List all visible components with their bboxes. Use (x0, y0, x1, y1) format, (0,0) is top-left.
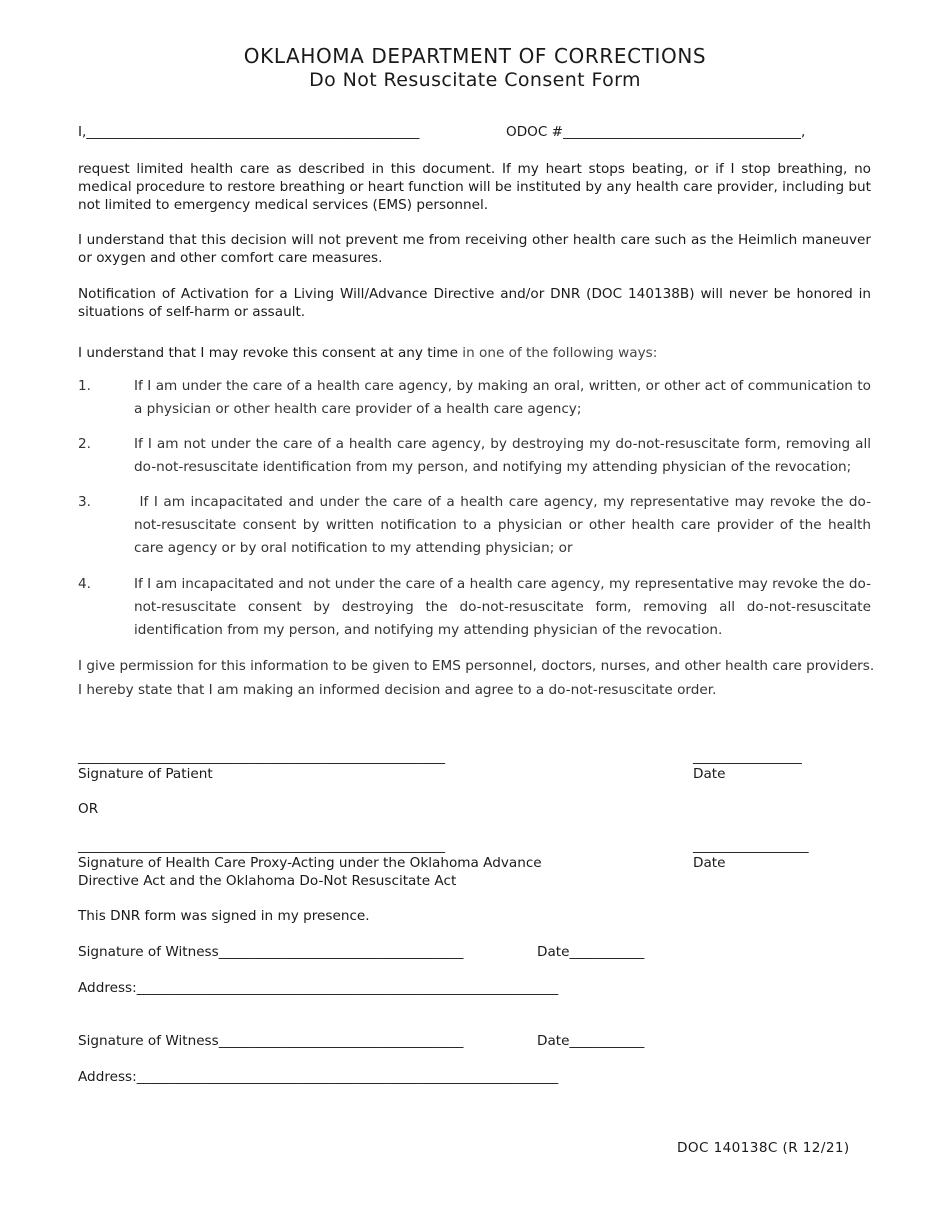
list-item: If I am incapacitated and under the care of a health care agency, my representative may revoke the do-not-resuscitate consent by written notification to a physician or other health care provider of the health care agency or by oral notification to my attending physician; or (134, 494, 876, 556)
proxy-signature-field[interactable]: ______________________________________________________ (78, 838, 446, 854)
witness-2-date-field[interactable]: ___________ (569, 1033, 645, 1049)
patient-signature-label: Signature of Patient (78, 766, 213, 782)
witness-date-label: Date (537, 944, 570, 960)
patient-date-field[interactable]: ________________ (693, 749, 802, 765)
list-item-number: 2. (78, 436, 91, 452)
form-code: DOC 140138C (R 12/21) (677, 1140, 850, 1156)
or-label: OR (78, 801, 99, 817)
witness-1-date-field[interactable]: ___________ (569, 944, 645, 960)
witness-2-address-row (78, 1068, 558, 1086)
list-item: If I am incapacitated and not under the care of a health care agency, my representative may revoke the do-not-resuscitate consent by destroying the do-not-resuscitate form, removing all do-not-resuscitate identification from my person, and notifying my attending physician of the revocation. (134, 576, 871, 638)
witness-1-signature-row (78, 943, 463, 961)
list-item: If I am not under the care of a health care agency, by destroying my do-not-resuscitate form, removing all do-not-resuscitate identification from my person, and notifying my attending physician of the revocation; (134, 436, 871, 475)
department-title: OKLAHOMA DEPARTMENT OF CORRECTIONS (243, 44, 707, 68)
witness-1-signature-field[interactable]: ____________________________________ (218, 944, 464, 960)
proxy-date-label: Date (693, 855, 726, 871)
request-paragraph: request limited health care as described in this document. If my heart stops beating, or if I stop breathing, no medical procedure to restore breathing or heart function will be instituted by any health care provider, including but not limited to emergency medical services (EMS) personnel. (78, 161, 871, 213)
revoke-intro (78, 344, 657, 362)
witness-date-label: Date (537, 1033, 570, 1049)
patient-signature-field[interactable]: ______________________________________________________ (78, 749, 446, 765)
witness-address-label: Address: (78, 1069, 137, 1085)
list-item: If I am under the care of a health care agency, by making an oral, written, or other act of communication to a physician or other health care provider of a health care agency; (134, 378, 871, 417)
list-item-number: 3. (78, 494, 91, 510)
odoc-label: ODOC # (506, 124, 564, 140)
odoc-number-field[interactable]: ___________________________________, (563, 124, 806, 140)
revoke-intro-main: I understand that I may revoke this consent at any time (78, 345, 458, 361)
witness-1-address-row (78, 979, 558, 997)
proxy-date-field[interactable]: _________________ (693, 838, 809, 854)
witness-1-address-field[interactable]: ______________________________________________________________ (136, 980, 559, 996)
witness-signature-label: Signature of Witness (78, 944, 219, 960)
witness-2-signature-field[interactable]: ____________________________________ (218, 1033, 464, 1049)
identity-line (78, 123, 419, 141)
odoc-line (506, 123, 805, 141)
patient-date-label: Date (693, 766, 726, 782)
witness-intro: This DNR form was signed in my presence. (78, 908, 370, 924)
name-prefix: I, (78, 124, 87, 140)
revoke-intro-tail: in one of the following ways: (457, 345, 658, 361)
list-item-number: 4. (78, 576, 91, 592)
witness-1-date-row (537, 943, 644, 961)
witness-2-signature-row (78, 1032, 463, 1050)
proxy-signature-label-1: Signature of Health Care Proxy-Acting under the Oklahoma Advance (78, 855, 542, 871)
witness-signature-label: Signature of Witness (78, 1033, 219, 1049)
witness-address-label: Address: (78, 980, 137, 996)
notification-paragraph: Notification of Activation for a Living Will/Advance Directive and/or DNR (DOC 140138B) will never be honored in situations of self-harm or assault. (78, 286, 871, 320)
understand-paragraph: I understand that this decision will not prevent me from receiving other health care such as the Heimlich maneuver or oxygen and other comfort care measures. (78, 232, 871, 266)
form-title: Do Not Resuscitate Consent Form (309, 69, 641, 91)
patient-name-field[interactable]: _________________________________________________ (86, 124, 420, 140)
proxy-signature-label-2: Directive Act and the Oklahoma Do-Not Resuscitate Act (78, 873, 457, 889)
witness-2-address-field[interactable]: ______________________________________________________________ (136, 1069, 559, 1085)
permission-line-1: I give permission for this information to be given to EMS personnel, doctors, nurses, and other health care providers. (78, 658, 875, 674)
witness-2-date-row (537, 1032, 644, 1050)
list-item-number: 1. (78, 378, 91, 394)
form-header (0, 44, 950, 92)
permission-line-2: I hereby state that I am making an informed decision and agree to a do-not-resuscitate order. (78, 682, 717, 698)
